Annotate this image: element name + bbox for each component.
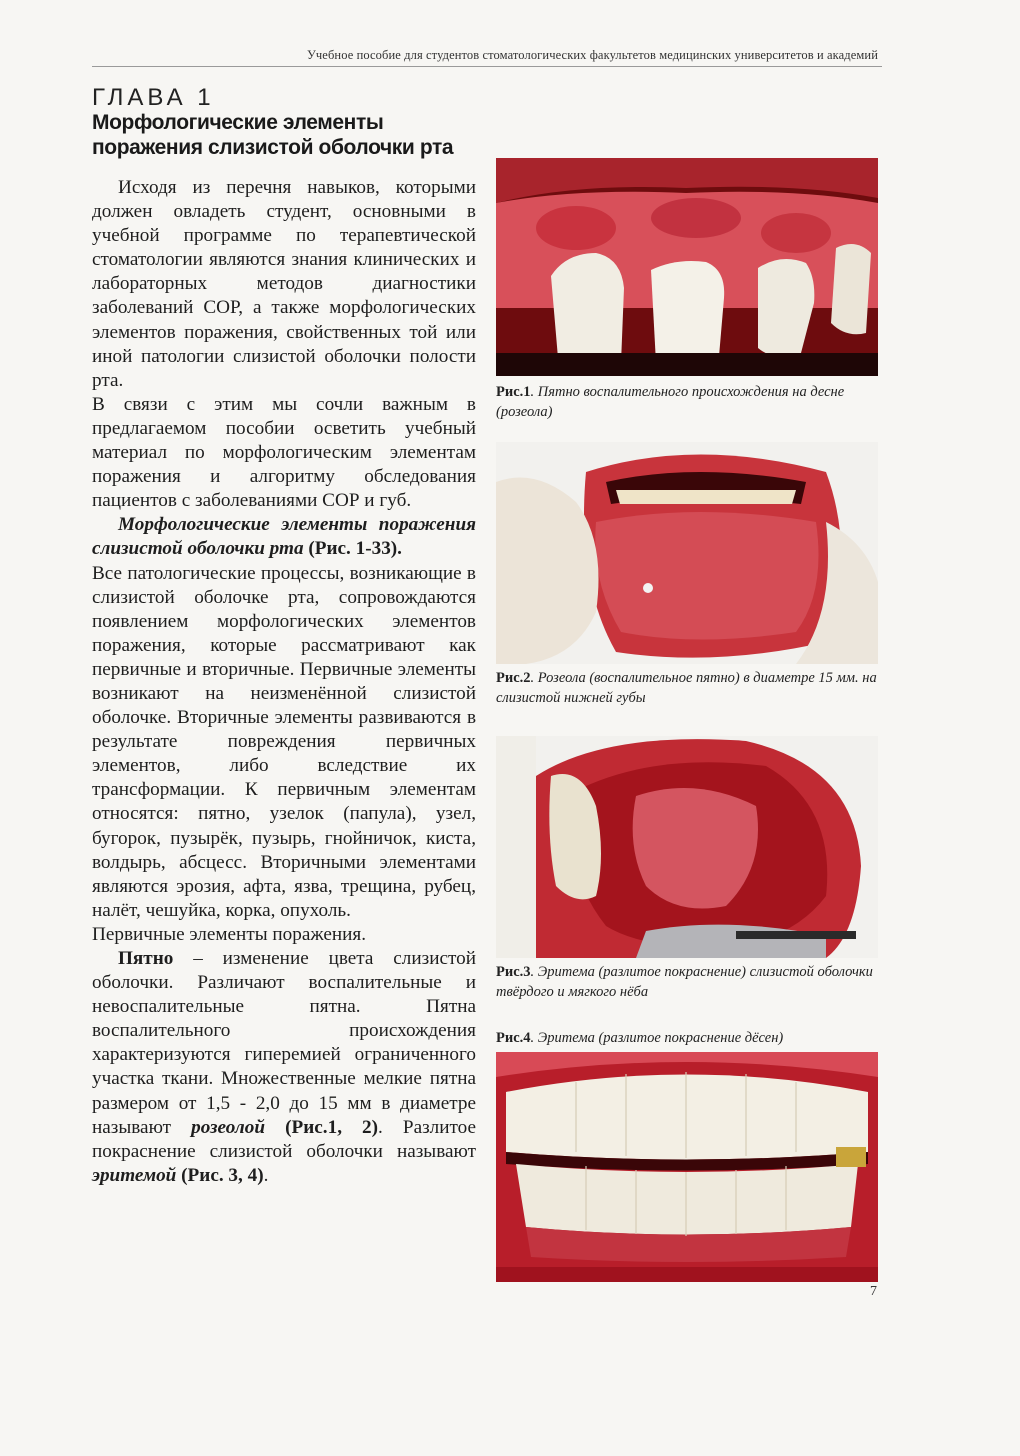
- figure-2-text: . Розеола (воспалительное пятно) в диаметре 15 мм. на слизистой нижней губы: [496, 670, 877, 706]
- paragraph-processes: Все патологические процессы, возникающие в слизистой оболочке рта, сопровождаются появлением морфологических элементов поражения, которые рассматривают как первичные и вторичные. Первичные элементы возникают на неизменённой слизистой оболочке. Вторичные элементы развиваются в результате повреждения первичных элементов, либо вследствие их трансформации. К первичным элементам относятся: пятно, узелок (папула), узел, бугорок, пузырёк, пузырь, гнойничок, киста, волдырь, абсцесс. Вторичными элементами являются эрозия, афта, язва, трещина, рубец, налёт, чешуйка, корка, опухоль.: [92, 562, 476, 921]
- figure-3-text: . Эритема (разлитое покраснение) слизистой оболочки твёрдого и мягкого нёба: [496, 964, 873, 1000]
- paragraph-spot: [92, 947, 476, 1188]
- header-divider: [92, 66, 882, 67]
- term-erythema: эритемой: [92, 1164, 177, 1186]
- page-number: 7: [870, 1284, 877, 1299]
- figure-1-label: Рис.1: [496, 384, 531, 400]
- section-heading-ref: (Рис. 1-33).: [308, 538, 402, 560]
- spot-text-b: . Разлитое покраснение слизистой оболочки называют: [92, 1116, 477, 1162]
- main-text-column: [92, 176, 476, 1188]
- chapter-title-line-1: Морфологические элементы: [92, 111, 384, 134]
- figure-2-photo: [496, 442, 878, 664]
- spot-text-a: – изменение цвета слизистой оболочки. Различают воспалительные и невоспалительные пятна. Пятна воспалительного происхождения характеризуются гиперемией ограниченного участка ткани. Множественные мелкие пятна размером от 1,5 - 2,0 до 15 мм в диаметре называют: [92, 948, 476, 1138]
- paragraph-section-heading: [92, 513, 476, 561]
- figure-3-caption: [496, 962, 880, 1002]
- figure-4-photo: [496, 1052, 878, 1282]
- figure-2-caption: [496, 668, 880, 708]
- figure-4-label: Рис.4: [496, 1030, 531, 1046]
- term-spot: Пятно: [118, 948, 174, 969]
- figure-2-label: Рис.2: [496, 670, 531, 686]
- paragraph-intro: Исходя из перечня навыков, которыми должен овладеть студент, основными в учебной программе по терапевтической стоматологии являются знания клинических и лабораторных методов диагностики заболеваний СОР, а также морфологических элементов поражения, свойственных той или иной патологии слизистой оболочки полости рта.: [92, 177, 476, 391]
- figure-4-text: . Эритема (разлитое покраснение дёсен): [530, 1030, 784, 1046]
- running-header: Учебное пособие для студентов стоматологических факультетов медицинских университетов и академий: [306, 48, 878, 62]
- paragraph-purpose: В связи с этим мы сочли важным в предлагаемом пособии осветить учебный материал по морфологическим элементам поражения и алгоритму обследования пациентов с заболеваниями СОР и губ.: [92, 393, 476, 512]
- ref-fig-3-4: (Рис. 3, 4): [176, 1164, 264, 1186]
- figure-4-caption: [496, 1028, 880, 1048]
- term-roseola: розеолой: [191, 1116, 266, 1138]
- figure-3-label: Рис.3: [496, 964, 531, 980]
- paragraph-primary-elements: Первичные элементы поражения.: [92, 923, 367, 945]
- ref-fig-1-2: (Рис.1, 2): [265, 1116, 379, 1138]
- figure-1-caption: [496, 382, 880, 422]
- chapter-label: ГЛАВА 1: [92, 84, 215, 111]
- figure-1-text: . Пятно воспалительного происхождения на десне (розеола): [496, 384, 845, 420]
- figure-1-photo: [496, 158, 878, 376]
- chapter-title-line-2: поражения слизистой оболочки рта: [92, 136, 454, 159]
- section-heading-italic: Морфологические элементы поражения слизистой оболочки рта: [92, 514, 476, 560]
- spot-text-end: .: [263, 1164, 269, 1186]
- figure-3-photo: [496, 736, 878, 958]
- chapter-title: [92, 110, 492, 160]
